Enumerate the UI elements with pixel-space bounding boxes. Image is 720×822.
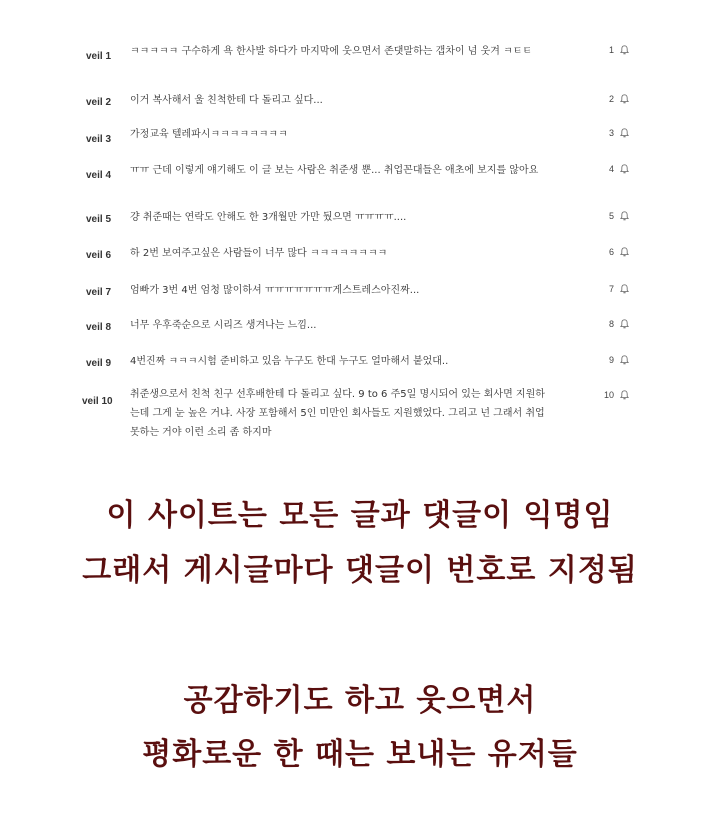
comment-text: 걍 취준때는 연락도 안해도 한 3개월만 가만 뒀으면 ㅠㅠㅠㅠ.... bbox=[130, 212, 407, 223]
comment-author[interactable]: veil 4 bbox=[86, 170, 112, 181]
report-bell-icon[interactable] bbox=[620, 247, 629, 257]
comment-author[interactable]: veil 7 bbox=[86, 287, 112, 298]
comment-text: 너무 우후죽순으로 시리즈 생겨나는 느낌... bbox=[130, 320, 317, 331]
report-bell-icon[interactable] bbox=[620, 45, 629, 55]
report-bell-icon[interactable] bbox=[620, 128, 629, 138]
report-bell-icon[interactable] bbox=[620, 319, 629, 329]
report-bell-icon[interactable] bbox=[620, 211, 629, 221]
report-bell-icon[interactable] bbox=[620, 94, 629, 104]
comment-text: ㅠㅠ 근데 이렇게 얘기해도 이 글 보는 사람은 취준생 뿐... 취업꼰대들은 애초에 보지를 않아요 bbox=[130, 165, 539, 176]
comment-author[interactable]: veil 9 bbox=[86, 358, 112, 369]
report-bell-icon[interactable] bbox=[620, 390, 629, 400]
comment-text: 가정교육 텔레파시ㅋㅋㅋㅋㅋㅋㅋㅋ bbox=[130, 129, 288, 140]
comment-text: 엄빠가 3번 4번 엄청 많이하셔 ㅠㅠㅠㅠㅠㅠㅠ게스트레스아진짜... bbox=[130, 285, 420, 296]
report-bell-icon[interactable] bbox=[620, 355, 629, 365]
comment-text: 취준생으로서 친척 친구 선후배한테 다 돌리고 싶다. 9 to 6 주5일 명시되어 있는 회사면 지원하는데 그게 눈 높은 거냐. 사장 포함해서 5인 미만인 회사들도 지원했었다. 그리고 넌 그래서 취업 못하는 거야 이런 소리 좀 하지마 bbox=[130, 389, 545, 438]
comment-number: 8 bbox=[608, 319, 614, 329]
comment-number: 9 bbox=[608, 355, 614, 365]
comment-author[interactable]: veil 6 bbox=[86, 250, 112, 261]
comment-text: 4번진짜 ㅋㅋㅋ시험 준비하고 있음 누구도 한대 누구도 얼마해서 붙었대.. bbox=[130, 356, 449, 367]
comment-text: 이거 복사해서 울 친척한테 다 돌리고 싶다... bbox=[130, 95, 323, 106]
comment-text: ㅋㅋㅋㅋㅋ 구수하게 욕 한사발 하다가 마지막에 웃으면서 존댓말하는 갭차이 넘 웃겨 ㅋㅌㅌ bbox=[130, 46, 533, 57]
caption-line-4: 평화로운 한 때는 보내는 유저들 bbox=[142, 737, 578, 772]
comment-number: 10 bbox=[603, 390, 614, 400]
comment-author[interactable]: veil 1 bbox=[86, 51, 112, 62]
caption-line-1: 이 사이트는 모든 글과 댓글이 익명임 bbox=[106, 498, 614, 533]
comment-number: 3 bbox=[608, 128, 614, 138]
comment-number: 1 bbox=[608, 45, 614, 55]
comment-author[interactable]: veil 8 bbox=[86, 322, 112, 333]
comment-number: 2 bbox=[608, 94, 614, 104]
comment-author[interactable]: veil 5 bbox=[86, 214, 112, 225]
comment-number: 7 bbox=[608, 284, 614, 294]
report-bell-icon[interactable] bbox=[620, 164, 629, 174]
comment-number: 6 bbox=[608, 247, 614, 257]
caption-line-3: 공감하기도 하고 웃으면서 bbox=[183, 683, 537, 718]
comment-text: 하 2번 보여주고싶은 사람들이 너무 많다 ㅋㅋㅋㅋㅋㅋㅋㅋ bbox=[130, 248, 388, 259]
comment-number: 4 bbox=[608, 164, 614, 174]
comment-author[interactable]: veil 10 bbox=[82, 396, 113, 407]
caption-line-2: 그래서 게시글마다 댓글이 번호로 지정됨 bbox=[82, 553, 638, 588]
comment-author[interactable]: veil 3 bbox=[86, 134, 112, 145]
report-bell-icon[interactable] bbox=[620, 284, 629, 294]
comment-number: 5 bbox=[608, 211, 614, 221]
comment-author[interactable]: veil 2 bbox=[86, 97, 112, 108]
